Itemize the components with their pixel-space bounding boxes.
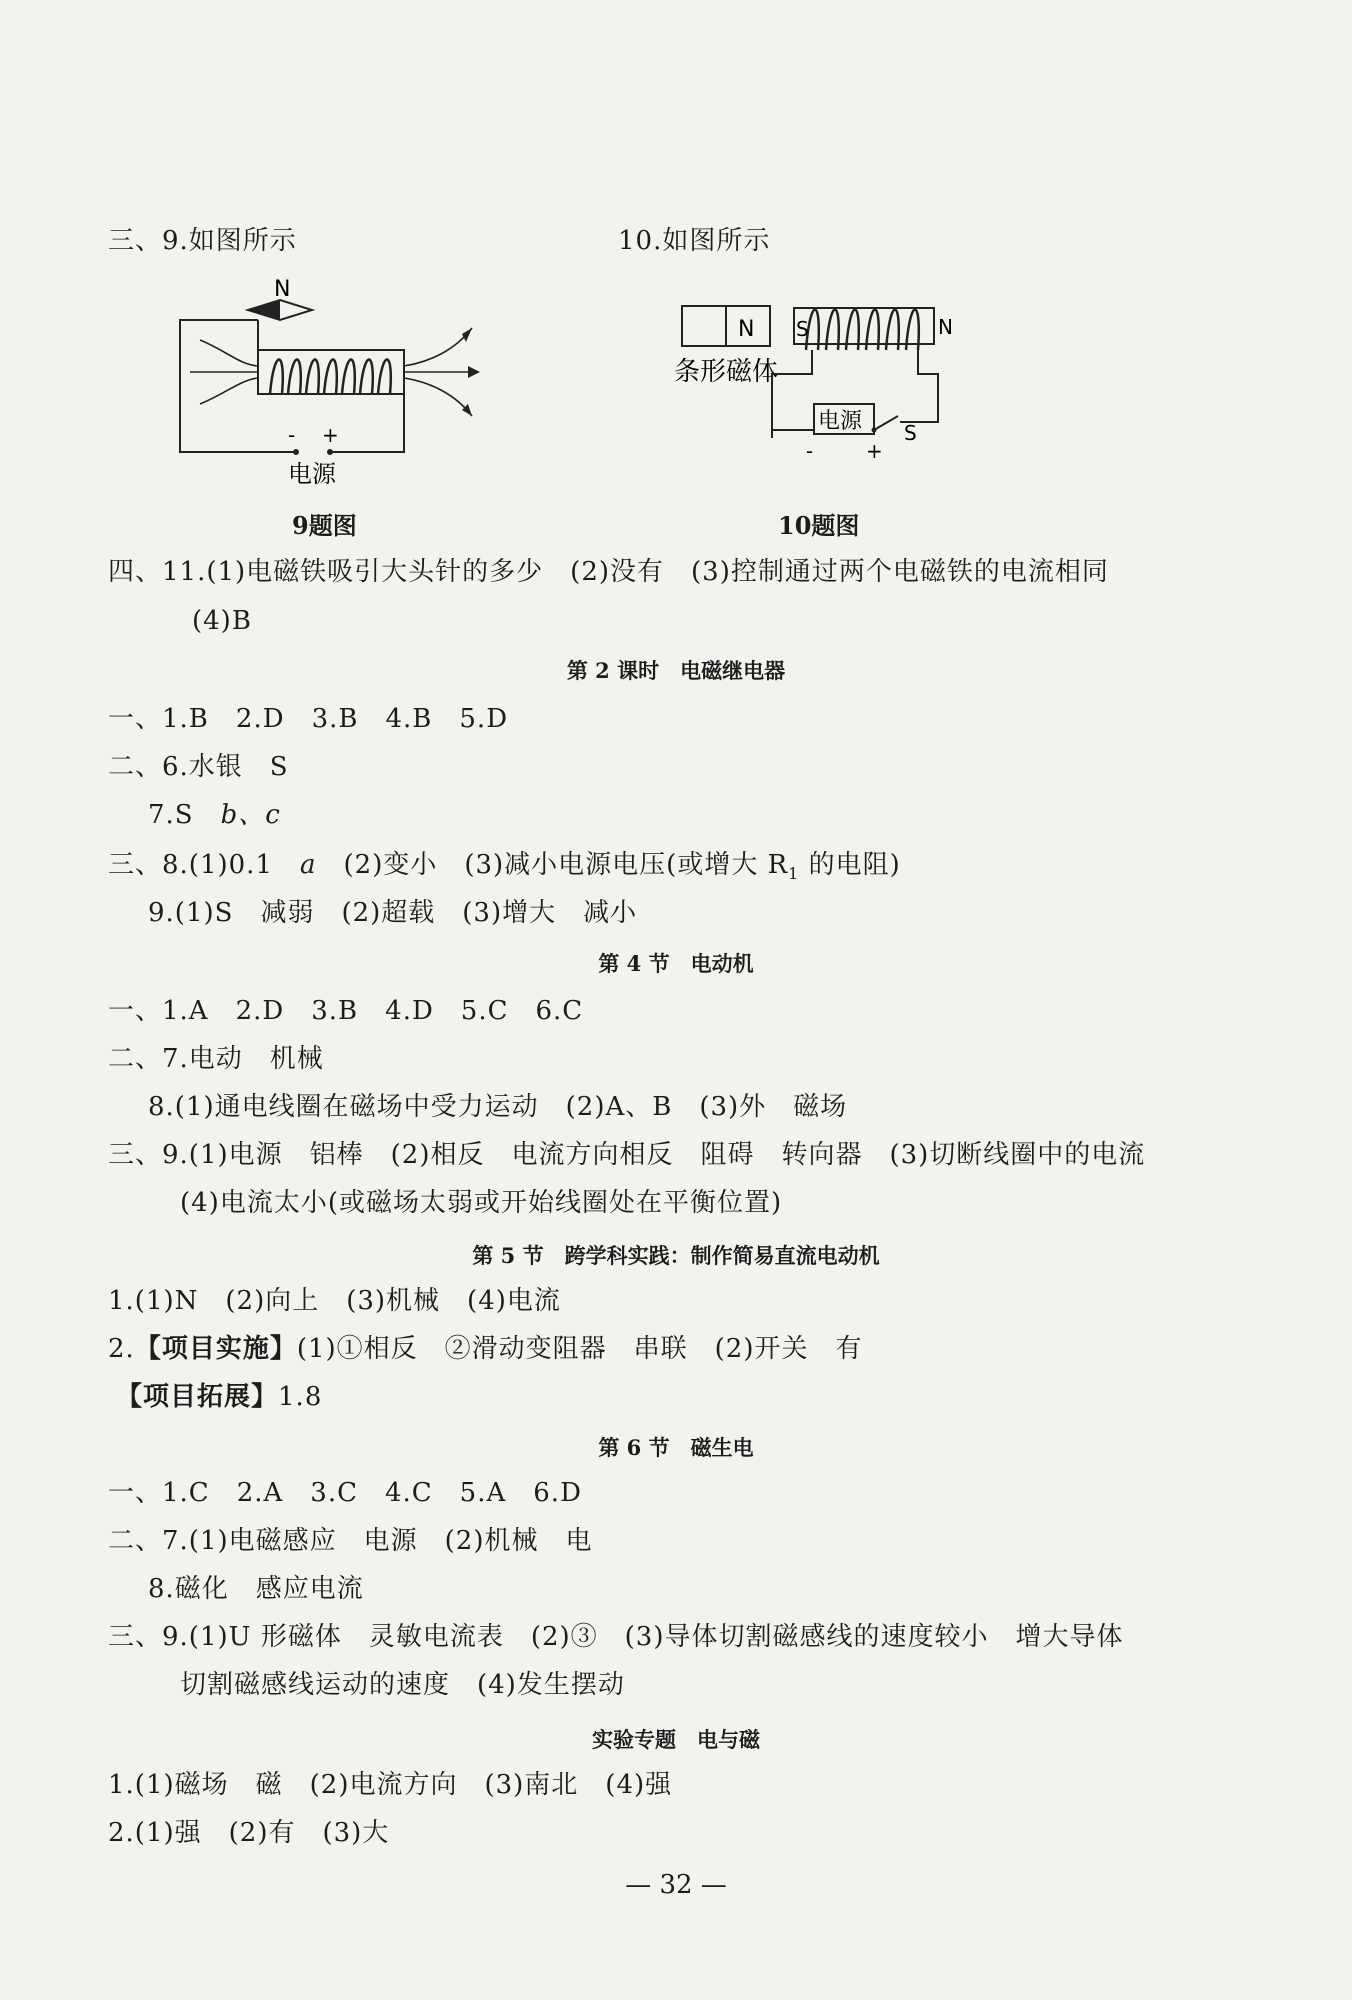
generator-line1: 一、1.C 2.A 3.C 4.C 5.A 6.D: [108, 1478, 582, 1508]
section-heading-motor: 第 4 节 电动机: [598, 951, 754, 976]
compass-north-half: [248, 300, 280, 320]
fig10-switch-label: S: [904, 421, 917, 445]
compass-n-label: N: [274, 277, 291, 302]
figure-9-electromagnet: [170, 270, 510, 500]
fig9-minus: -: [288, 423, 296, 447]
relay-line3: 7.S b、c: [148, 800, 281, 830]
relay-line4: 三、8.(1)0.1 a (2)变小 (3)减小电源电压(或增大 $R_1$ 的电阻): [108, 850, 901, 884]
relay-line1: 一、1.B 2.D 3.B 4.B 5.D: [108, 704, 509, 734]
section-heading-relay: 第 2 课时 电磁继电器: [566, 658, 786, 683]
page-number: — 32 —: [625, 1870, 727, 1900]
experiment-line2: 2.(1)强 (2)有 (3)大: [108, 1818, 390, 1848]
section-heading-generator: 第 6 节 磁生电: [598, 1435, 754, 1460]
fig9-plus: +: [322, 423, 339, 447]
project-line3: 【项目拓展】1.8: [116, 1382, 323, 1412]
fig9-power-label: 电源: [288, 460, 336, 488]
figure-10-caption: 10题图: [778, 511, 860, 540]
switch: [874, 416, 898, 430]
project-line1: 1.(1)N (2)向上 (3)机械 (4)电流: [108, 1286, 561, 1316]
coil-s-label: S: [796, 317, 809, 341]
bar-magnet-n-label: N: [738, 317, 755, 342]
relay-line5: 9.(1)S 减弱 (2)超载 (3)增大 减小: [148, 898, 638, 928]
relay-line2: 二、6.水银 S: [108, 752, 289, 782]
fig10-minus: -: [806, 439, 814, 463]
generator-line3: 8.磁化 感应电流: [148, 1574, 364, 1604]
figure-9-caption: 9题图: [292, 511, 357, 540]
fig10-plus: +: [866, 439, 883, 463]
generator-line5: 切割磁感线运动的速度 (4)发生摆动: [180, 1670, 625, 1700]
generator-line2: 二、7.(1)电磁感应 电源 (2)机械 电: [108, 1526, 593, 1556]
project-line2: 2.【项目实施】(1)①相反 ②滑动变阻器 串联 (2)开关 有: [108, 1334, 863, 1364]
q10-header: 10.如图所示: [618, 226, 771, 256]
coil-n-label: N: [938, 315, 953, 339]
generator-line4: 三、9.(1)U 形磁体 灵敏电流表 (2)③ (3)导体切割磁感线的速度较小 增大导体: [108, 1622, 1124, 1652]
bar-magnet-name: 条形磁体: [674, 357, 779, 387]
experiment-line1: 1.(1)磁场 磁 (2)电流方向 (3)南北 (4)强: [108, 1770, 673, 1800]
figure-10-bar-magnet-coil: [670, 290, 990, 490]
q11-line2: (4)B: [192, 606, 252, 636]
q9-header: 三、9.如图所示: [108, 226, 297, 256]
section-heading-experiment: 实验专题 电与磁: [592, 1727, 760, 1752]
motor-line2: 二、7.电动 机械: [108, 1044, 324, 1074]
motor-line1: 一、1.A 2.D 3.B 4.D 5.C 6.C: [108, 996, 584, 1026]
motor-line5: (4)电流太小(或磁场太弱或开始线圈处在平衡位置): [180, 1188, 783, 1218]
coil-windings: [270, 360, 391, 395]
fig10-power-label: 电源: [818, 409, 863, 434]
motor-line4: 三、9.(1)电源 铝棒 (2)相反 电流方向相反 阻碍 转向器 (3)切断线圈中的电流: [108, 1140, 1146, 1170]
q11-line1: 四、11.(1)电磁铁吸引大头针的多少 (2)没有 (3)控制通过两个电磁铁的电流相同: [108, 557, 1109, 587]
section-heading-project: 第 5 节 跨学科实践：制作简易直流电动机: [472, 1243, 880, 1268]
motor-line3: 8.(1)通电线圈在磁场中受力运动 (2)A、B (3)外 磁场: [148, 1092, 848, 1122]
